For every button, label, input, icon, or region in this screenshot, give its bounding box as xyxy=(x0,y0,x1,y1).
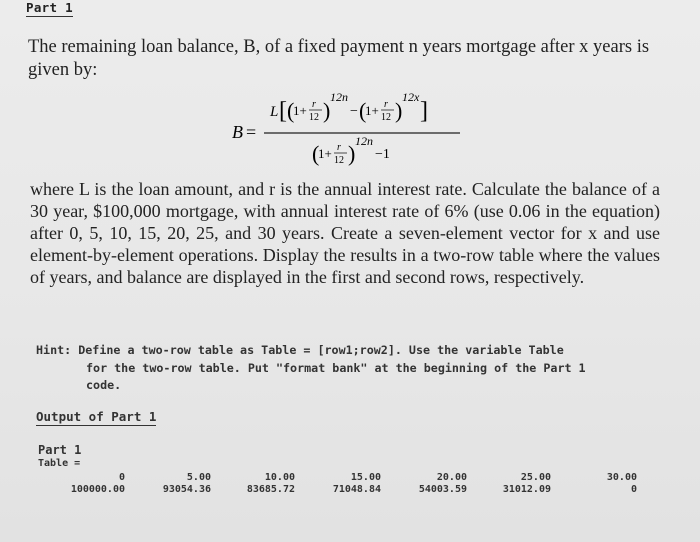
hint-line-3: code. xyxy=(86,378,122,392)
table-cell-row2: 71048.84 xyxy=(332,484,381,495)
svg-text:1+: 1+ xyxy=(365,103,379,118)
table-cell-row1: 20.00 xyxy=(436,472,467,483)
table-cell-row1: 15.00 xyxy=(350,472,381,483)
table-cell-row2: 54003.59 xyxy=(418,484,467,495)
svg-text:(: ( xyxy=(359,98,367,123)
formula-one-plus: 1+ xyxy=(293,103,307,118)
hint-line-1: Hint: Define a two-row table as Table = [row1;row2]. Use the variable Table xyxy=(36,343,564,357)
svg-text:(: ( xyxy=(312,141,320,166)
formula-L: L xyxy=(270,104,279,120)
table-cell-row2: 83685.72 xyxy=(246,484,295,495)
hint-line-2: for the two-row table. Put "format bank" at the beginning of the Part 1 xyxy=(86,360,586,375)
output-heading: Output of Part 1 xyxy=(36,409,157,424)
svg-text:r: r xyxy=(312,99,316,110)
table-cell-row2: 100000.00 xyxy=(70,484,125,495)
exponent-12x: 12x xyxy=(402,90,420,104)
formula-lhs: B xyxy=(232,122,243,142)
svg-text:12: 12 xyxy=(309,112,319,123)
svg-text:): ) xyxy=(348,141,356,166)
hint-text xyxy=(36,342,676,395)
svg-text:12n: 12n xyxy=(355,134,373,148)
problem-description: where L is the loan amount, and r is the annual interest rate. Calculate the balance of a 30 year, $100,000 mortgage, with annual interest rate of 6% (use 0.06 in the equation) after 0, 5, 10, 15, 20, 25, and 30 years. Create a seven-element vector for x and use element-by-element operations. Display the results in a two-row table where the values of years, and balance are displayed in the first and second rows, respectively. xyxy=(30,179,660,287)
formula-equals: = xyxy=(246,122,257,142)
svg-text:): ) xyxy=(395,98,403,123)
part-heading: Part 1 xyxy=(26,0,73,15)
svg-text:1+: 1+ xyxy=(318,146,332,161)
svg-text:r: r xyxy=(384,99,388,110)
svg-text:[: [ xyxy=(279,98,287,124)
intro-text: The remaining loan balance, B, of a fixed payment n years mortgage after x years is given by: xyxy=(28,37,650,80)
svg-text:(: ( xyxy=(287,98,295,123)
table-cell-row2: 31012.09 xyxy=(502,484,551,495)
svg-text:r: r xyxy=(337,142,341,153)
svg-text:12: 12 xyxy=(381,112,391,123)
output-table-label: Table = xyxy=(38,458,81,469)
table-cell-row1: 10.00 xyxy=(264,472,295,483)
loan-balance-formula xyxy=(232,88,472,168)
table-cell-row1: 30.00 xyxy=(606,472,637,483)
svg-text:−1: −1 xyxy=(375,147,390,162)
svg-text:−: − xyxy=(350,104,358,119)
svg-text:]: ] xyxy=(420,98,428,124)
table-cell-row2: 0 xyxy=(630,484,637,495)
table-cell-row1: 25.00 xyxy=(520,472,551,483)
table-cell-row2: 93054.36 xyxy=(162,484,211,495)
svg-text:12: 12 xyxy=(334,155,344,166)
table-cell-row1: 0 xyxy=(118,472,125,483)
exponent-12n: 12n xyxy=(330,90,348,104)
output-part-label: Part 1 xyxy=(38,443,82,457)
table-cell-row1: 5.00 xyxy=(186,472,211,483)
svg-text:): ) xyxy=(323,98,331,123)
